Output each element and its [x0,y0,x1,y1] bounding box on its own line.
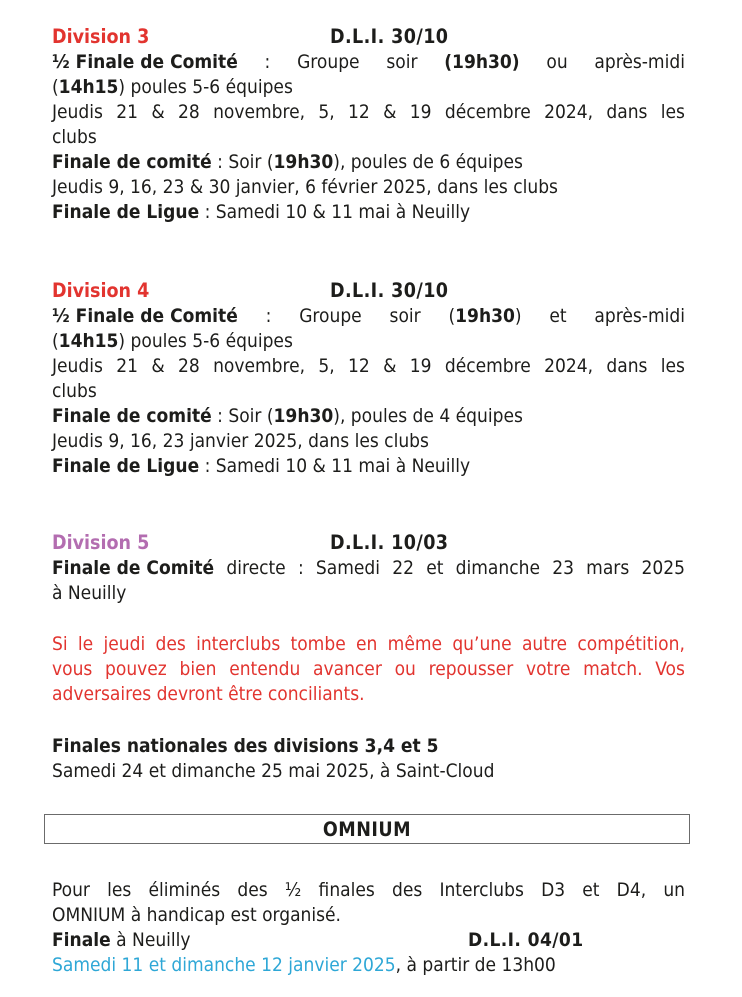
word: décembre [444,101,531,123]
text: : Soir ( [211,151,274,173]
division-4-title: Division 4 [52,279,150,302]
time: 19h30 [455,305,515,327]
omnium-dates-highlight: Samedi 11 et dimanche 12 janvier 2025 [52,954,396,976]
word: 12 [348,101,370,123]
word: 21 [116,355,138,377]
word: 2024, [544,355,594,377]
word: Vos [655,658,685,680]
division-3-semi-dates [52,100,685,125]
word: des [237,879,268,901]
national-finals-section [52,734,685,784]
word: match. [583,658,643,680]
word: 19 [409,355,432,377]
omnium-dli: D.L.I. 04/01 [468,929,584,951]
division-3-final-time: 19h30 [273,151,334,173]
national-finals-dates: Samedi 24 et dimanche 25 mai 2025, à Saint-Cloud [52,760,495,782]
word: des [155,633,186,655]
word: autre [521,633,568,655]
word: & [151,355,165,377]
word: 28 [177,355,200,377]
word: 22 [392,557,414,579]
word: & [151,101,165,123]
word: interclubs [196,633,281,655]
paren: ( [52,76,59,98]
division-3-semi-dates-line-2: clubs [52,126,97,148]
division-3-semi-afternoon-time: 14h15 [58,76,119,98]
notice-paragraph [52,632,685,707]
word: mars [586,557,630,579]
word: avancer [313,658,382,680]
word: Si [52,633,68,655]
word: : [297,557,304,579]
division-5-final [52,556,685,581]
word: après-midi [594,51,685,73]
division-3-league-final [52,200,685,225]
notice-line-2 [52,657,685,682]
division-4-league-final [52,454,685,479]
word: Jeudis [52,101,103,123]
national-finals-title: Finales nationales des divisions 3,4 et 5 [52,735,439,757]
word: repousser [428,658,514,680]
word: les [107,879,132,901]
word: les [660,101,685,123]
division-3-semi-pools: ) poules 5-6 équipes [118,76,293,98]
division-3-semi-label: ½ Finale de Comité [52,51,238,73]
word: 19 [409,101,432,123]
word: après-midi [594,305,685,327]
division-3-section [52,24,685,225]
word: 2025 [641,557,685,579]
word: en [356,633,378,655]
division-3-final-dates: Jeudis 9, 16, 23 & 30 janvier, 6 février 2025, dans les clubs [52,176,558,198]
division-3-semi-line [52,50,685,75]
word: bien [179,658,217,680]
division-3-dli: D.L.I. 30/10 [330,25,449,48]
word: Groupe [297,51,360,73]
division-4-semi-label: ½ Finale de Comité [52,305,238,327]
word: D4, [616,879,647,901]
word: novembre, [213,355,306,377]
word: Groupe [299,305,362,327]
text: ), poules de 4 équipes [333,405,523,427]
word: 21 [116,101,138,123]
word: vous [52,658,93,680]
omnium-dates [52,953,685,978]
word: Jeudis [52,355,103,377]
division-4-semi-dates [52,354,685,379]
division-4-final-time: 19h30 [273,405,334,427]
word: décembre [444,355,531,377]
division-3-semi-line-2 [52,75,685,100]
omnium-intro-line-2: OMNIUM à handicap est organisé. [52,904,341,926]
word: dimanche [455,557,540,579]
omnium-heading-box [44,814,690,844]
text: : Samedi 10 & 11 mai à Neuilly [199,455,471,477]
word: : [265,305,272,327]
division-4-header [52,278,685,304]
division-4-final [52,404,685,429]
division-4-semi-dates-line-2: clubs [52,380,97,402]
word: dans [606,101,648,123]
division-4-dli: D.L.I. 30/10 [330,279,449,302]
division-4-semi-evening-time [448,304,521,329]
division-5-section [52,530,685,606]
word: novembre, [213,101,306,123]
word: ½ [284,879,302,901]
word: votre [525,658,571,680]
word: soir [386,51,418,73]
word: compétition, [577,633,685,655]
division-4-semi-line [52,304,685,329]
division-3-semi-evening-time: (19h30) [444,51,520,73]
division-5-dli: D.L.I. 10/03 [330,531,449,554]
word: Interclubs [439,879,524,901]
word: & [383,101,397,123]
word: 12 [348,355,370,377]
word: & [383,355,397,377]
division-5-title: Division 5 [52,531,150,554]
word: 28 [177,101,200,123]
omnium-intro-line-1 [52,878,685,903]
word: le [77,633,94,655]
word: tombe [290,633,346,655]
word: Samedi [315,557,381,579]
division-4-semi-line-2 [52,329,685,354]
word: directe [226,557,286,579]
division-4-final-dates: Jeudis 9, 16, 23 janvier 2025, dans les clubs [52,430,429,452]
notice-line-3: adversaires devront être conciliants. [52,683,365,705]
notice-line-1 [52,632,685,657]
division-3-final [52,150,685,175]
word: et [549,305,567,327]
word: des [391,879,423,901]
word: 2024, [544,101,594,123]
division-5-final-line-2: à Neuilly [52,582,127,604]
word: qu’une [452,633,512,655]
word: même [387,633,443,655]
word: et [582,879,600,901]
division-5-header [52,530,685,556]
word: pouvez [105,658,167,680]
text: : Soir ( [211,405,274,427]
omnium-heading: OMNIUM [322,817,412,841]
omnium-final-label: Finale [52,929,111,951]
division-4-league-label: Finale de Ligue [52,455,200,477]
division-4-semi-afternoon-time: 14h15 [58,330,119,352]
division-3-header [52,24,685,50]
omnium-final-line [52,928,685,953]
word: D3 [541,879,566,901]
paren: ( [52,330,59,352]
word: éliminés [148,879,221,901]
word: ou [546,51,568,73]
word: et [426,557,444,579]
word: un [663,879,685,901]
division-5-final-label: Finale de Comité [52,557,215,579]
division-3-title: Division 3 [52,25,150,48]
word: dans [606,355,648,377]
word: : [264,51,271,73]
omnium-dates-time: , à partir de 13h00 [395,954,556,976]
word: Pour [52,879,90,901]
paren: ) [514,305,522,327]
text: : Samedi 10 & 11 mai à Neuilly [199,201,471,223]
word: 5, [318,101,335,123]
omnium-section [52,878,685,978]
omnium-final-place: à Neuilly [110,929,191,951]
division-4-final-label: Finale de comité [52,405,212,427]
word: finales [318,879,375,901]
paren: ( [448,305,456,327]
word: les [660,355,685,377]
text: ), poules de 6 équipes [333,151,523,173]
division-3-final-label: Finale de comité [52,151,212,173]
word: entendu [229,658,301,680]
division-3-league-label: Finale de Ligue [52,201,200,223]
word: jeudi [103,633,146,655]
division-4-semi-pools: ) poules 5-6 équipes [118,330,293,352]
word: 23 [552,557,574,579]
word: 5, [318,355,335,377]
word: soir [389,305,421,327]
division-4-section [52,278,685,479]
word: ou [394,658,416,680]
